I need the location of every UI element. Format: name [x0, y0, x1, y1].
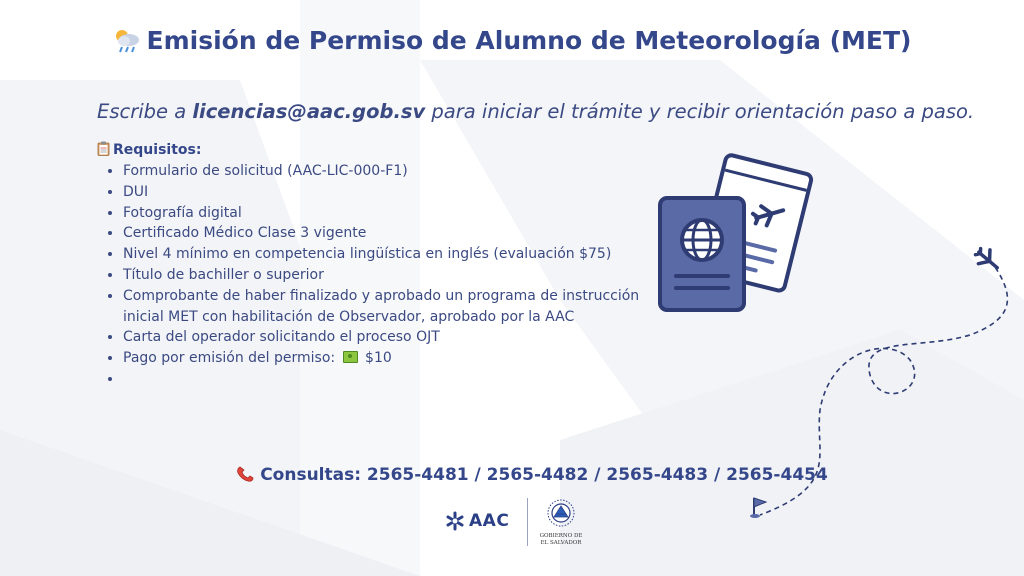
flag-icon	[750, 498, 766, 518]
list-item: • Nivel 4 mínimo en competencia lingüística en inglés (evaluación $75)	[123, 244, 643, 265]
intro-text	[97, 100, 974, 123]
footer-logos	[440, 496, 590, 550]
payment-amount: $10	[365, 350, 392, 367]
globe-icon	[682, 220, 722, 260]
requirements-list	[103, 161, 643, 390]
contact-text: Consultas: 2565-4481 / 2565-4482 / 2565-4483 / 2565-4454	[260, 465, 828, 485]
requirements-heading	[97, 141, 201, 160]
aac-logo-text: AAC	[469, 511, 510, 531]
gobierno-logo	[536, 498, 586, 546]
list-item: • Carta del operador solicitando el proceso OJT	[123, 327, 643, 348]
payment-label: Pago por emisión del permiso:	[123, 350, 340, 367]
list-item: • Fotografía digital	[123, 203, 643, 224]
list-item: • Título de bachiller o superior	[123, 265, 643, 286]
phone-icon	[236, 465, 256, 488]
aac-star-icon	[444, 510, 466, 532]
list-item: • Formulario de solicitud (AAC-LIC-000-F1)	[123, 161, 643, 182]
intro-prefix: Escribe a	[97, 100, 193, 123]
list-item: • DUI	[123, 182, 643, 203]
gobierno-line1: GOBIERNO DE	[539, 533, 583, 539]
page-title	[0, 26, 1024, 59]
clipboard-icon	[97, 141, 110, 160]
airplane-icon	[972, 245, 1003, 275]
aac-logo	[444, 510, 509, 532]
weather-cloud-rain-icon	[113, 27, 141, 59]
list-item: • Certificado Médico Clase 3 vigente	[123, 223, 643, 244]
requirements-heading-text: Requisitos:	[113, 142, 202, 158]
el-salvador-seal-icon	[544, 498, 578, 528]
contact-info	[0, 465, 1024, 488]
list-item: • Comprobante de haber finalizado y aprobado un programa de instrucción inicial MET con habilitación de Observador, aprobado por la AAC	[123, 286, 643, 328]
list-item-payment	[123, 348, 643, 369]
intro-suffix: para iniciar el trámite y recibir orientación paso a paso.	[425, 100, 975, 123]
gobierno-line2: EL SALVADOR	[540, 540, 582, 546]
page-title-text: Emisión de Permiso de Alumno de Meteorología (MET)	[146, 26, 912, 55]
email-link[interactable]: licencias@aac.gob.sv	[192, 100, 426, 123]
list-item-empty	[123, 369, 643, 390]
logo-divider	[527, 498, 528, 546]
money-icon	[343, 351, 358, 363]
